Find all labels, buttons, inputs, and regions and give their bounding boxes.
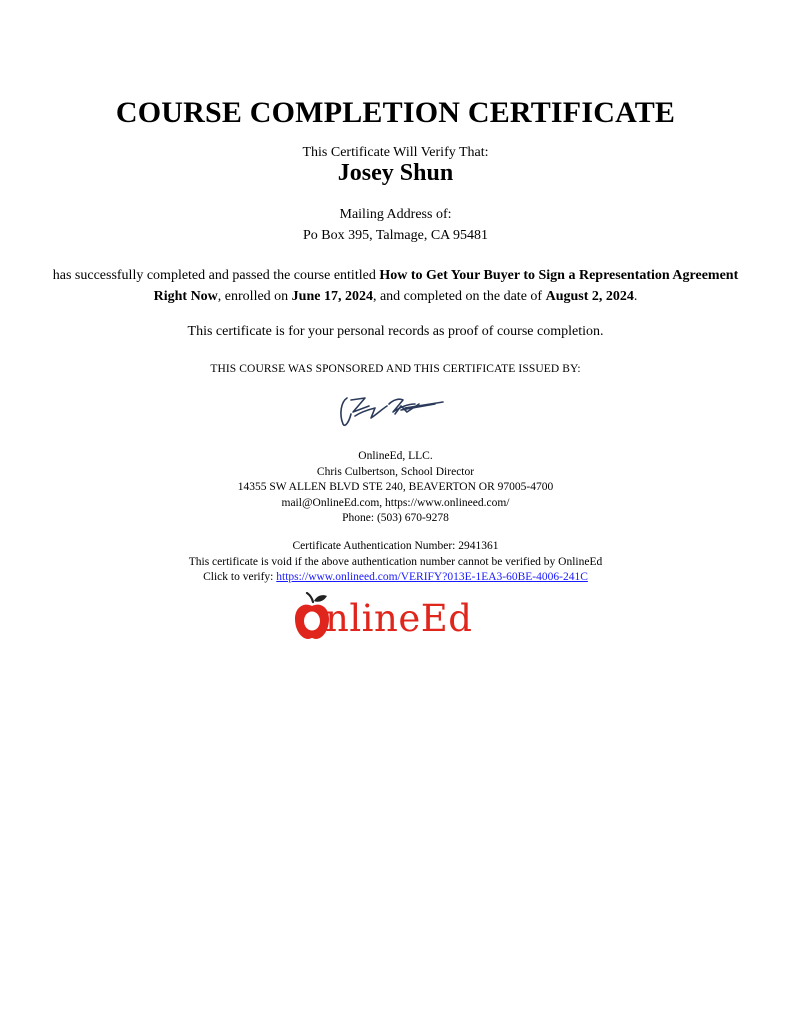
issuer-phone: Phone: (503) 670-9278 xyxy=(342,512,449,524)
verify-link[interactable]: https://www.onlineed.com/VERIFY?013E-1EA3-60BE-4006-241C xyxy=(276,571,588,583)
issuer-director: Chris Culbertson, School Director xyxy=(316,465,475,478)
issuer-block xyxy=(0,449,791,527)
issuer-contact: mail@OnlineEd.com, https://www.onlineed.com/ xyxy=(281,496,510,509)
completed-date: August 2, 2024 xyxy=(545,289,634,304)
onlineed-logo xyxy=(292,592,492,644)
verify-label: Click to verify: xyxy=(203,571,277,583)
verify-line: This Certificate Will Verify That: xyxy=(302,145,489,160)
recipient-name: Josey Shun xyxy=(337,160,454,186)
issuer-company: OnlineEd, LLC. xyxy=(358,450,433,462)
verify-row xyxy=(0,570,791,586)
completion-suffix: . xyxy=(633,289,638,304)
void-notice: This certificate is void if the above authentication number cannot be verified by OnlineEd xyxy=(188,555,603,568)
sponsored-line: THIS COURSE WAS SPONSORED AND THIS CERTIFICATE ISSUED BY: xyxy=(210,363,581,375)
auth-number: Certificate Authentication Number: 2941361 xyxy=(292,540,499,552)
authentication-block xyxy=(0,539,791,586)
mailing-label: Mailing Address of: xyxy=(339,207,452,222)
director-signature xyxy=(335,392,447,430)
completion-statement xyxy=(40,265,751,307)
certificate-title: COURSE COMPLETION CERTIFICATE xyxy=(115,96,676,129)
records-note: This certificate is for your personal records as proof of course completion. xyxy=(187,324,604,339)
issuer-address: 14355 SW ALLEN BLVD STE 240, BEAVERTON OR 97005-4700 xyxy=(237,481,554,493)
logo-wordmark: nlineEd xyxy=(325,597,473,640)
course-title: How to Get Your Buyer to Sign a Representation Agreement Right Now xyxy=(153,268,739,304)
mailing-address: Po Box 395, Talmage, CA 95481 xyxy=(302,228,489,243)
completed-text: , and completed on the date of xyxy=(372,289,546,304)
completion-prefix: has successfully completed and passed the course entitled xyxy=(52,268,380,283)
enrolled-text: , enrolled on xyxy=(217,289,292,304)
enrolled-date: June 17, 2024 xyxy=(291,289,373,304)
